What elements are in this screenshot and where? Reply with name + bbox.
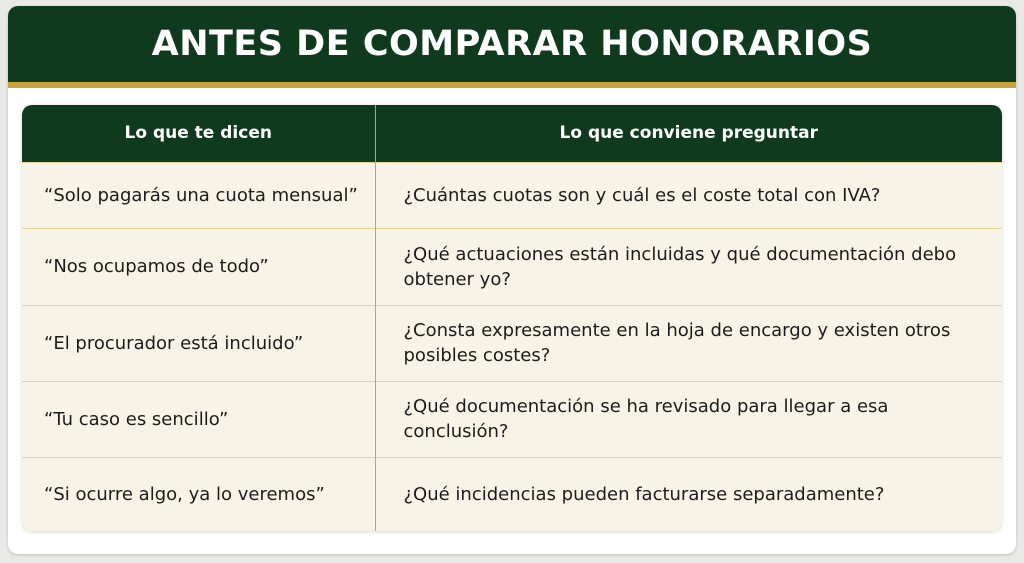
ask-cell: ¿Qué incidencias pueden facturarse separadamente?	[375, 457, 1002, 531]
table-row	[22, 305, 1002, 381]
ask-cell: ¿Consta expresamente en la hoja de encargo y existen otros posibles costes?	[375, 305, 1002, 381]
said-cell: “Tu caso es sencillo”	[22, 381, 375, 457]
said-cell: “Si ocurre algo, ya lo veremos”	[22, 457, 375, 531]
table-header-row	[22, 105, 1002, 162]
table-row	[22, 381, 1002, 457]
column-header-said: Lo que te dicen	[22, 105, 375, 162]
column-header-ask: Lo que conviene preguntar	[375, 105, 1002, 162]
gold-divider	[8, 82, 1016, 88]
ask-cell: ¿Qué actuaciones están incluidas y qué documentación debo obtener yo?	[375, 228, 1002, 305]
ask-cell: ¿Qué documentación se ha revisado para llegar a esa conclusión?	[375, 381, 1002, 457]
said-cell: “Solo pagarás una cuota mensual”	[22, 162, 375, 228]
page-title: ANTES DE COMPARAR HONORARIOS	[151, 24, 873, 64]
said-cell: “El procurador está incluido”	[22, 305, 375, 381]
comparison-table-container	[22, 105, 1002, 531]
said-cell: “Nos ocupamos de todo”	[22, 228, 375, 305]
title-bar	[8, 6, 1016, 82]
comparison-table	[22, 105, 1002, 531]
infographic-card	[8, 6, 1016, 554]
table-row	[22, 228, 1002, 305]
ask-cell: ¿Cuántas cuotas son y cuál es el coste total con IVA?	[375, 162, 1002, 228]
table-row	[22, 162, 1002, 228]
table-row	[22, 457, 1002, 531]
